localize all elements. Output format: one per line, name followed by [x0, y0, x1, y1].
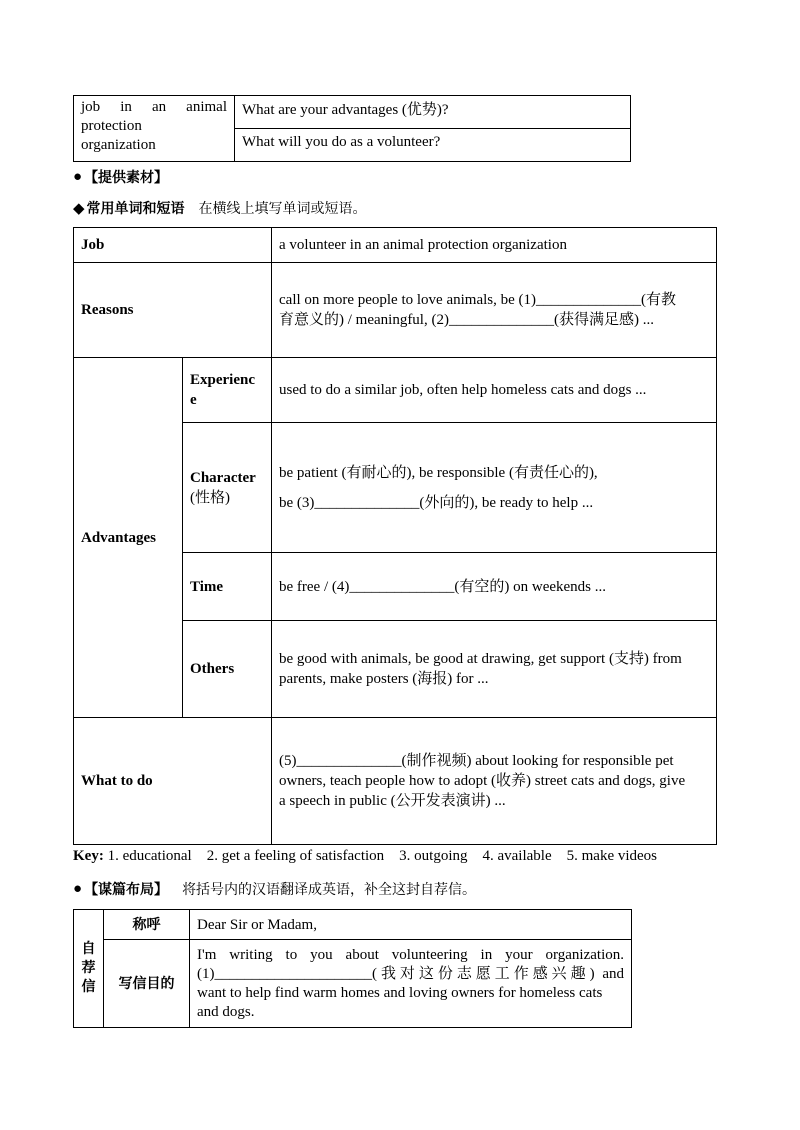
greeting-value: Dear Sir or Madam, — [190, 910, 632, 940]
purpose-line: and dogs. — [197, 1003, 255, 1020]
character-label — [183, 423, 272, 553]
section-title: 【谋篇布局】 — [84, 882, 169, 898]
character-value — [272, 423, 717, 553]
greeting-label: 称呼 — [104, 910, 190, 940]
purpose-line: want to help find warm homes and loving owners for homeless cats — [197, 984, 603, 1001]
diamond-icon: ◆ — [73, 200, 85, 217]
advantages-label: Advantages — [74, 358, 183, 718]
letter-side-text: 自荐信 — [81, 941, 96, 995]
reasons-line: 育意义的) / meaningful, (2)______________(获得满足感) ... — [279, 312, 654, 328]
others-value — [272, 621, 717, 718]
purpose-line: I'm writing to you about volunteering in your organization. — [197, 946, 624, 963]
question-volunteer: What will you do as a volunteer? — [235, 129, 631, 162]
topic-cell — [74, 96, 235, 162]
job-value: a volunteer in an animal protection organization — [272, 228, 717, 263]
whattodo-value — [272, 718, 717, 845]
job-label: Job — [74, 228, 272, 263]
experience-label-line: Experienc — [190, 372, 255, 388]
topic-line: job in an animal — [81, 99, 227, 115]
time-value: be free / (4)______________(有空的) on weekends ... — [272, 553, 717, 621]
character-line: be patient (有耐心的), be responsible (有责任心的), — [279, 464, 598, 481]
section-instruction: 在横线上填写单词或短语。 — [198, 201, 367, 217]
reasons-label: Reasons — [74, 263, 272, 358]
topic-line: organization — [81, 137, 156, 153]
others-label: Others — [183, 621, 272, 718]
top-table — [73, 95, 631, 162]
section-title: 【提供素材】 — [84, 170, 169, 186]
purpose-label: 写信目的 — [104, 940, 190, 1028]
time-label: Time — [183, 553, 272, 621]
bullet-icon: ● — [73, 168, 83, 185]
vocab-table — [73, 227, 717, 845]
section-heading-layout — [73, 878, 476, 900]
letter-side-label — [74, 910, 104, 1028]
reasons-line: call on more people to love animals, be (1)______________(有教 — [279, 292, 676, 308]
purpose-value — [190, 940, 632, 1028]
others-line: parents, make posters (海报) for ... — [279, 671, 489, 687]
section-instruction: 将括号内的汉语翻译成英语，补全这封自荐信。 — [182, 882, 477, 898]
whattodo-line: owners, teach people how to adopt (收养) street cats and dogs, give — [279, 773, 686, 789]
character-label-en: Character — [190, 469, 256, 486]
answer-key — [73, 848, 657, 865]
experience-label — [183, 358, 272, 423]
character-label-cn: (性格) — [190, 489, 230, 506]
character-line: be (3)______________(外向的), be ready to help ... — [279, 494, 594, 511]
key-text: 1. educational 2. get a feeling of satisfaction 3. outgoing 4. available 5. make videos — [103, 848, 658, 864]
purpose-line: (1)_____________________(我对这份志愿工作感兴趣) and — [197, 965, 624, 982]
section-heading-vocab — [73, 197, 367, 219]
topic-line: protection — [81, 118, 142, 134]
whattodo-line: a speech in public (公开发表演讲) ... — [279, 793, 506, 809]
whattodo-line: (5)______________(制作视频) about looking for responsible pet — [279, 753, 674, 769]
reasons-value — [272, 263, 717, 358]
experience-value: used to do a similar job, often help homeless cats and dogs ... — [272, 358, 717, 423]
section-title: 常用单词和短语 — [86, 201, 185, 217]
letter-table — [73, 909, 632, 1028]
section-heading-materials — [73, 166, 168, 188]
bullet-icon: ● — [73, 880, 83, 897]
question-advantages: What are your advantages (优势)? — [235, 96, 631, 129]
others-line: be good with animals, be good at drawing, get support (支持) from — [279, 651, 682, 667]
experience-label-line: e — [190, 392, 197, 408]
whattodo-label: What to do — [74, 718, 272, 845]
key-label: Key: — [73, 848, 104, 864]
